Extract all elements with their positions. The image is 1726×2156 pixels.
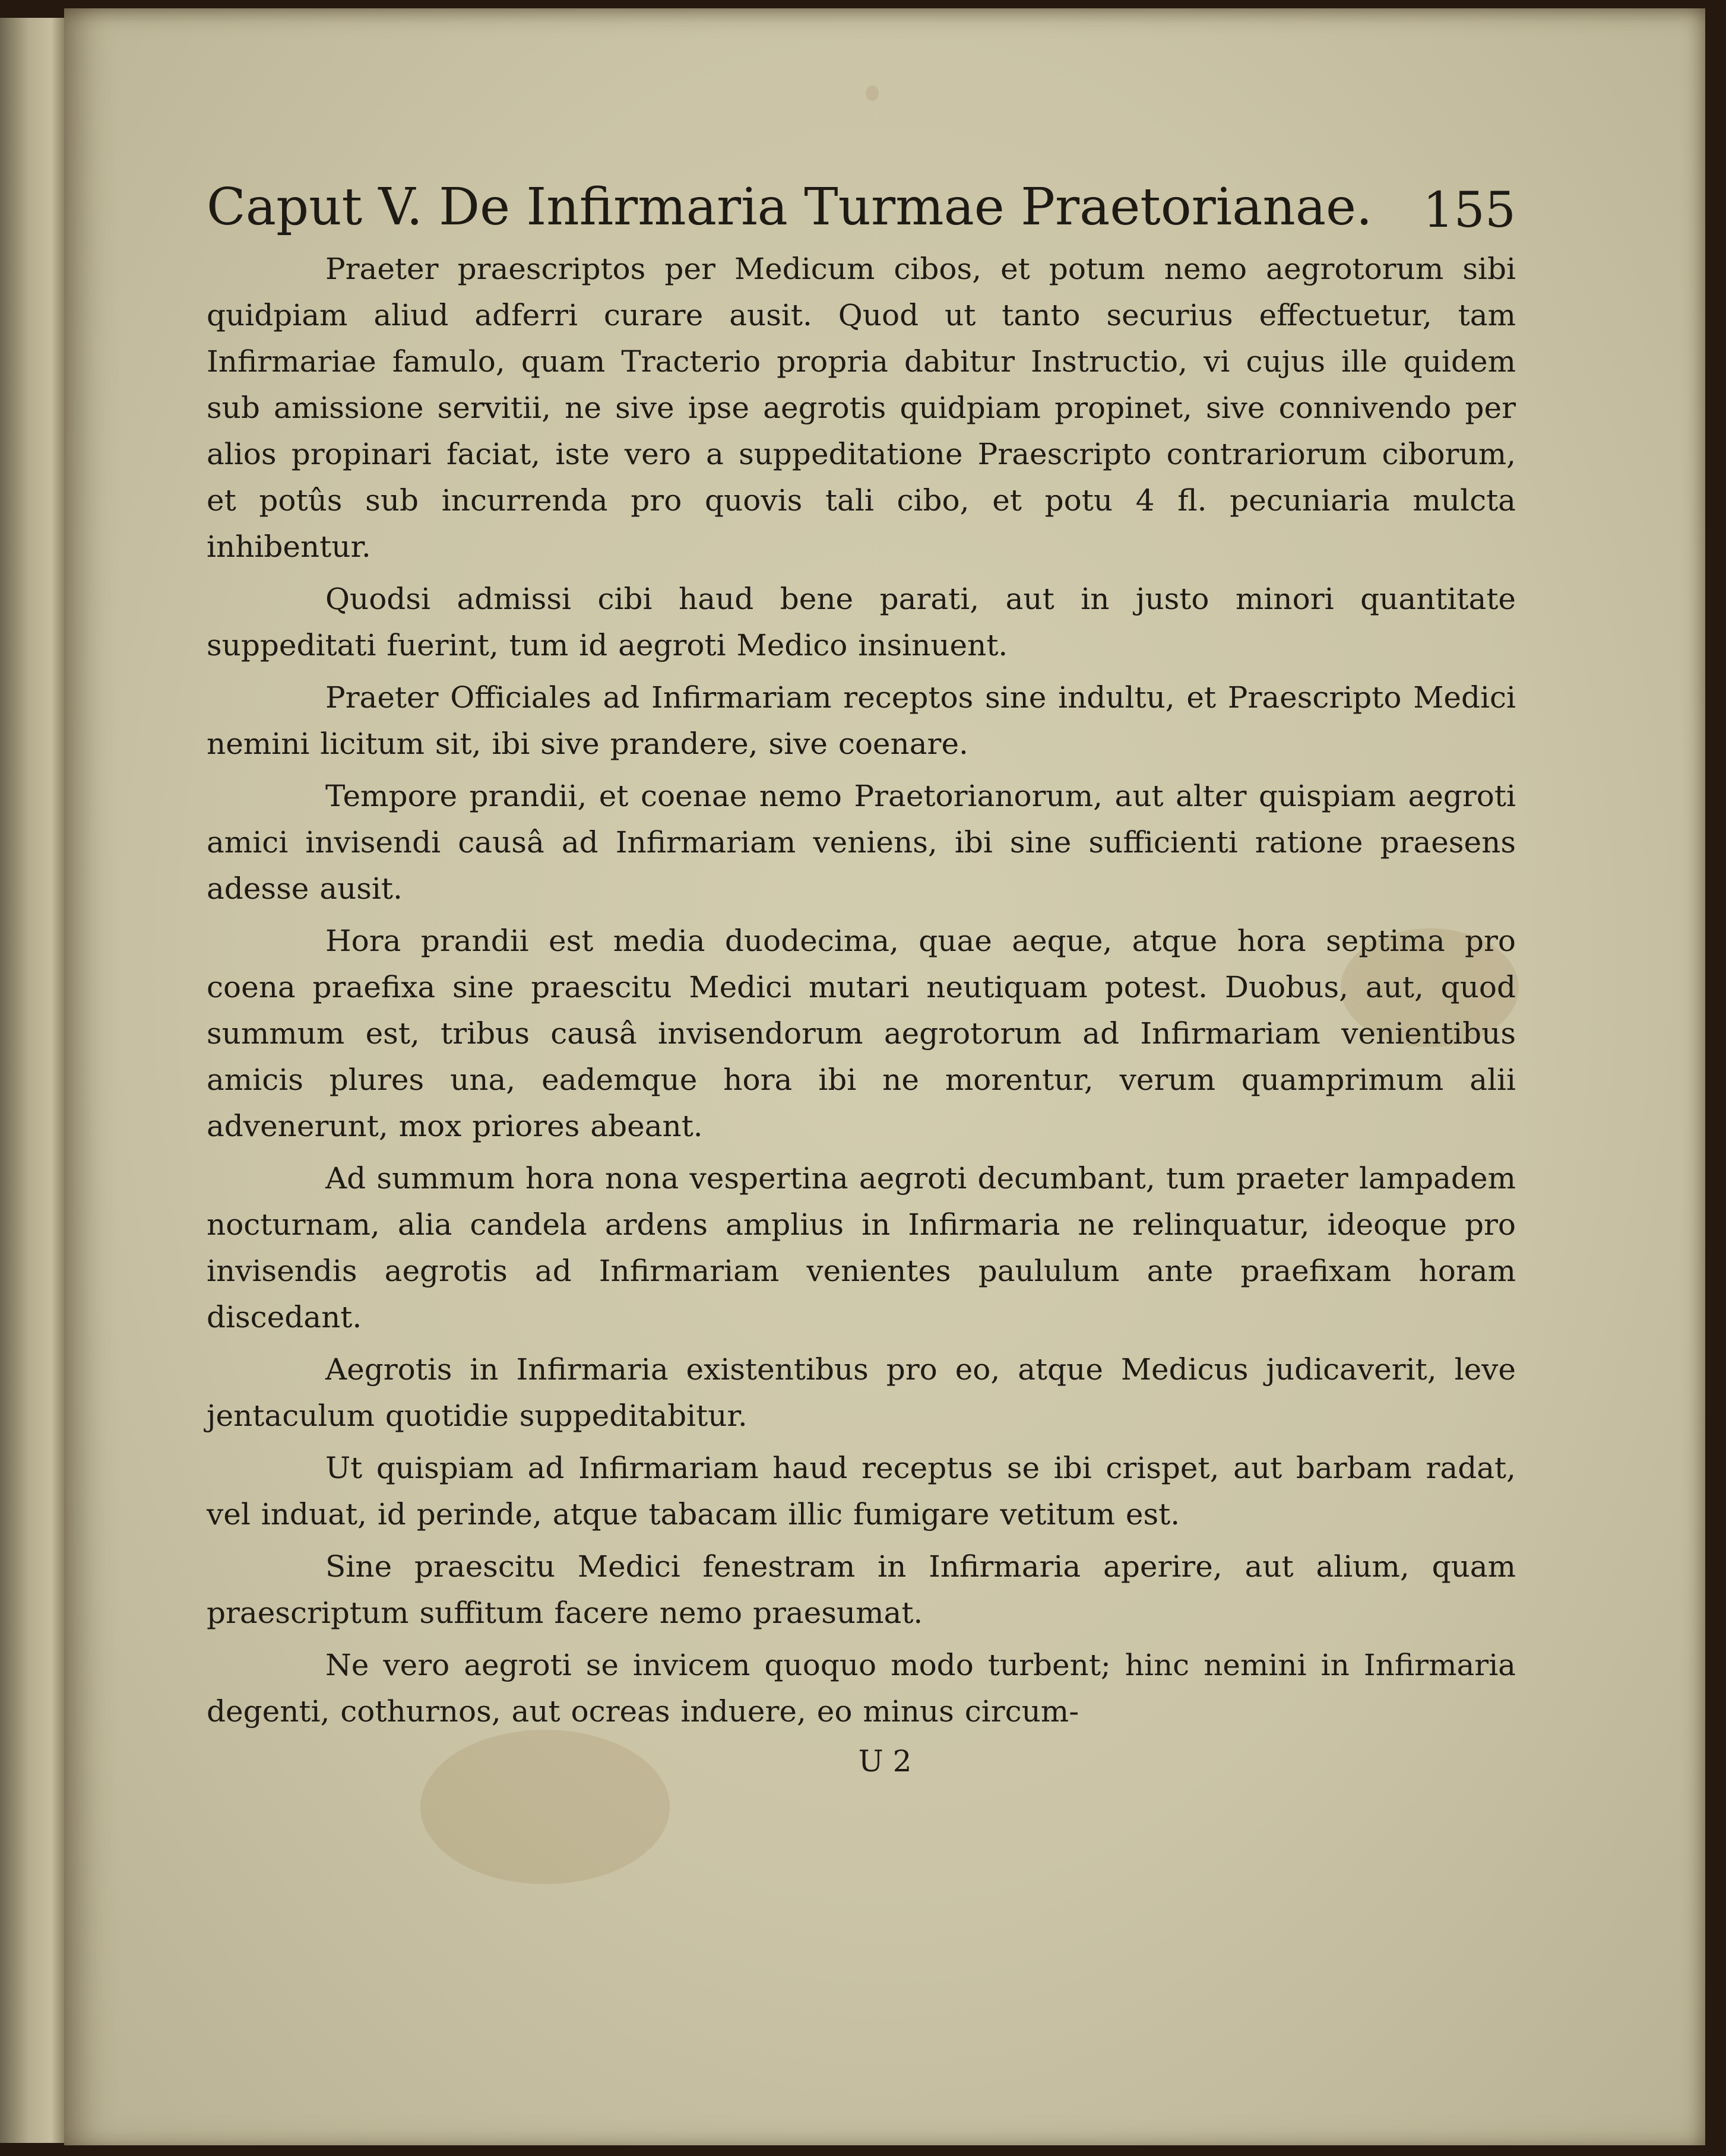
paragraph: Quodsi admissi cibi haud bene parati, aut in justo minori quantitate suppeditati fuerint, tum id aegroti Medico insinuent.: [207, 582, 1516, 662]
book-page: [64, 8, 1705, 2145]
ink-spot: [866, 85, 879, 101]
paragraph: Praeter Officiales ad Infirmariam receptos sine indultu, et Praescripto Medici nemini licitum sit, ibi sive prandere, sive coenare.: [207, 680, 1516, 761]
paragraph: Ad summum hora nona vespertina aegroti decumbant, tum praeter lampadem nocturnam, alia candela ardens amplius in Infirmaria ne relinquatur, ideoque pro invisendis aegrotis ad Infirmariam venientes paululum ante praefixam horam discedant.: [207, 1161, 1516, 1334]
paragraph: Hora prandii est media duodecima, quae aeque, atque hora septima pro coena praefixa sine praescitu Medici mutari neutiquam potest. Duobus, aut, quod summum est, tribus causâ invisendorum aegrotorum ad Infirmariam venientibus amicis plures una, eademque hora ibi ne morentur, verum quamprimum alii advenerunt, mox priores abeant.: [207, 924, 1516, 1143]
page-number: 155: [1423, 182, 1516, 239]
paragraph: Praeter praescriptos per Medicum cibos, et potum nemo aegrotorum sibi quidpiam aliud adferri curare ausit. Quod ut tanto securius effectuetur, tam Infirmariae famulo, quam Tracterio propria dabitur Instructio, vi cujus ille quidem sub amissione servitii, ne sive ipse aegrotis quidpiam propinet, sive connivendo per alios propinari faciat, iste vero a suppeditatione Praescripto contrariorum ciborum, et potûs sub incurrenda pro quovis tali cibo, et potu 4 fl. pecuniaria mulcta inhibentur.: [207, 252, 1516, 564]
running-title: Caput V. De Infirmaria Turmae Praetorianae.: [207, 177, 1373, 237]
facing-page-edge: [0, 18, 66, 2143]
paragraph: Tempore prandii, et coenae nemo Praetorianorum, aut alter quispiam aegroti amici invisendi causâ ad Infirmariam veniens, ibi sine sufficienti ratione praesens adesse ausit.: [207, 779, 1516, 906]
paragraph: Aegrotis in Infirmaria existentibus pro eo, atque Medicus judicaverit, leve jentaculum quotidie suppeditabitur.: [207, 1352, 1516, 1433]
paragraph: Sine praescitu Medici fenestram in Infirmaria aperire, aut alium, quam praescriptum suffitum facere nemo praesumat.: [207, 1549, 1516, 1630]
page-header: [207, 169, 1516, 246]
text-block: [207, 169, 1516, 1782]
signature-mark: U 2: [858, 1744, 912, 1778]
paragraph: Ut quispiam ad Infirmariam haud receptus se ibi crispet, aut barbam radat, vel induat, id perinde, atque tabacam illic fumigare vetitum est.: [207, 1451, 1516, 1532]
paragraph: Ne vero aegroti se invicem quoquo modo turbent; hinc nemini in Infirmaria degenti, cothurnos, aut ocreas induere, eo minus circum-: [207, 1648, 1516, 1729]
